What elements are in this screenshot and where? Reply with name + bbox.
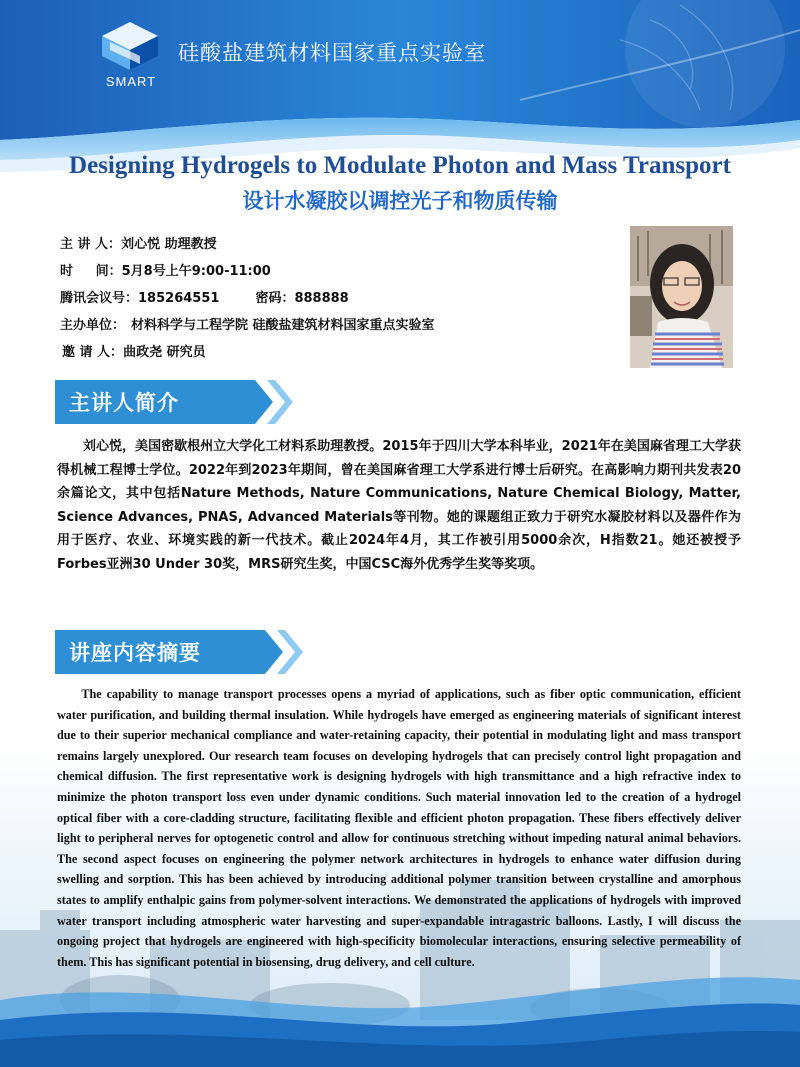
abstract-heading-text: 讲座内容摘要 xyxy=(69,641,201,665)
speaker-photo xyxy=(630,226,733,368)
time-value: 5月8号上午9:00-11:00 xyxy=(121,264,271,279)
password-value: 888888 xyxy=(294,291,349,306)
meeting-label: 腾讯会议号： xyxy=(60,291,139,306)
lecture-abstract: The capability to manage transport processes opens a myriad of applications, such as fiber optic communication, efficient water purification, and building thermal insulation. While hydrogels have emerged as engineering materials of significant interest due to their superior mechanical compliance and water-retaining capacity, their potential in modulating light and mass transport remains largely unexplored. Our research team focuses on developing hydrogels that can precisely control light propagation and chemical diffusion. The first representative work is designing hydrogels with high transmittance and a high refractive index to minimize the photon transport loss even under dynamic conditions. Such material innovation led to the creation of a hydrogel optical fiber with a core-cladding structure, facilitating flexible and efficient photon propagation. These fibers effectively deliver light to peripheral nerves for optogenetic control and allow for continuous stretching without impeding natural animal behaviors. The second aspect focuses on engineering the polymer network architectures in hydrogels to enhance water diffusion during swelling and sorption. This has been achieved by introducing additional polymer transition between crystalline and amorphous states to amplify enthalpic gains from polymer-solvent interactions. We demonstrated the applications of hydrogels with improved water transport including atmospheric water harvesting and super-expandable intragastric balloons. Lastly, I will discuss the ongoing project that hydrogels are engineered with high-specificity biomolecular interactions, ensuring selective permeability of them. This has significant potential in biosensing, drug delivery, and cell culture. xyxy=(57,687,741,969)
host-value: 材料科学与工程学院 硅酸盐建筑材料国家重点实验室 xyxy=(131,318,435,333)
speaker-label: 主 讲 人： xyxy=(60,237,122,252)
speaker-bio: 刘心悦，美国密歇根州立大学化工材料系助理教授。2015年于四川大学本科毕业，2021年在美国麻省理工大学获得机械工程博士学位。2022年到2023年期间，曾在美国麻省理工大学系进行博士后研究。在高影响力期刊共发表20余篇论文，其中包括Nature Methods, Nature Communications, Nature Chemical Biology, Matter, Science Advances, PNAS, Advanced Materials等刊物。她的课题组正致力于研究水凝胶材料以及器件作为用于医疗、农业、环境实践的新一代技术。截止2024年4月，其工作被引用5000余次，H指数21。她还被授予Forbes亚洲30 Under 30奖，MRS研究生奖，中国CSC海外优秀学生奖等奖项。 xyxy=(57,439,741,572)
inviter-row xyxy=(62,341,206,360)
time-row xyxy=(60,260,271,279)
host-row xyxy=(60,314,435,333)
logo-text: SMART xyxy=(105,74,157,89)
speaker-row xyxy=(60,233,217,252)
english-title: Designing Hydrogels to Modulate Photon and Mass Transport xyxy=(69,152,731,179)
meeting-id: 185264551 xyxy=(138,291,220,306)
speaker-value: 刘心悦 助理教授 xyxy=(121,237,217,252)
bio-heading-text: 主讲人简介 xyxy=(69,391,179,415)
lab-name: 硅酸盐建筑材料国家重点实验室 xyxy=(178,41,486,65)
inviter-value: 曲政尧 研究员 xyxy=(123,345,206,360)
bio-section-heading xyxy=(55,380,295,424)
meeting-row xyxy=(60,287,349,306)
abstract-section-heading xyxy=(55,630,305,674)
time-label: 时 间： xyxy=(60,264,122,279)
chinese-title: 设计水凝胶以调控光子和物质传输 xyxy=(242,189,558,213)
password-label: 密码： xyxy=(255,291,295,306)
inviter-label: 邀 请 人： xyxy=(62,345,124,360)
host-label: 主办单位： xyxy=(60,318,126,333)
